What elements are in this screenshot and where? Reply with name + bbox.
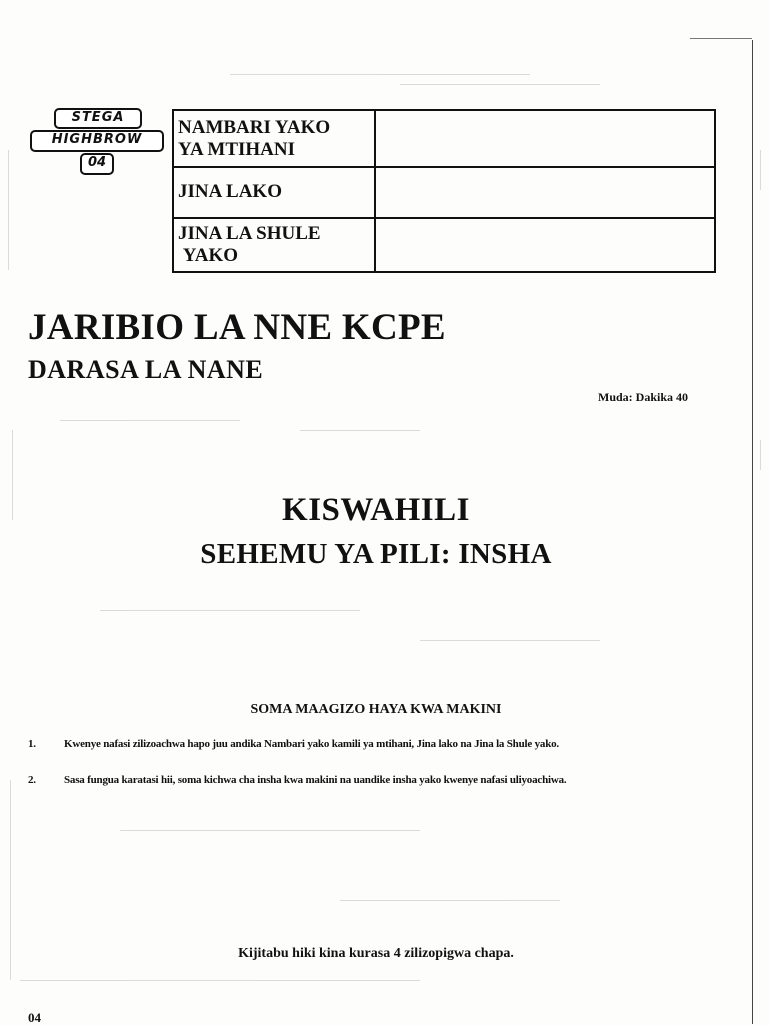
school-label	[173, 218, 375, 272]
exam-title: JARIBIO LA NNE KCPE	[28, 307, 446, 348]
exam-number-label-line-2: YA MTIHANI	[178, 138, 296, 160]
instruction-text: Sasa fungua karatasi hii, soma kichwa cha insha kwa makini na uandike insha yako kwenye nafasi uliyoachiwa.	[64, 774, 567, 786]
exam-number-label-line-1: NAMBARI YAKO	[178, 116, 331, 138]
page-count-note: Kijitabu hiki kina kurasa 4 zilizopigwa chapa.	[238, 946, 514, 961]
name-field[interactable]	[375, 167, 715, 217]
page-right-edge	[752, 40, 753, 1024]
candidate-info-table	[172, 109, 716, 273]
exam-number-label	[173, 110, 375, 167]
stega-highbrow-stamp	[30, 106, 165, 176]
school-label-line-2: YAKO	[182, 244, 239, 266]
name-label-line-1: JINA LAKO	[178, 181, 282, 203]
school-label-line-1: JINA LA SHULE	[178, 222, 321, 244]
instructions-heading: SOMA MAAGIZO HAYA KWA MAKINI	[250, 702, 502, 717]
page-top-edge	[690, 38, 752, 39]
name-label	[173, 167, 375, 217]
stamp-line-3: 04	[80, 153, 114, 175]
stamp-line-1: STEGA	[54, 108, 142, 129]
instruction-item	[28, 774, 566, 786]
instruction-number: 2.	[28, 774, 36, 786]
subject-title: KISWAHILI	[282, 492, 470, 528]
info-row-exam-number	[173, 110, 715, 167]
exam-number-field[interactable]	[375, 110, 715, 167]
school-field[interactable]	[375, 218, 715, 272]
instruction-number: 1.	[28, 738, 36, 750]
page-code: 04	[28, 1010, 41, 1025]
info-row-name	[173, 167, 715, 217]
info-row-school	[173, 218, 715, 272]
section-title: SEHEMU YA PILI: INSHA	[200, 538, 552, 570]
instruction-item	[28, 738, 559, 750]
exam-duration: Muda: Dakika 40	[598, 390, 689, 404]
instruction-text: Kwenye nafasi zilizoachwa hapo juu andika Nambari yako kamili ya mtihani, Jina lako na Jina la Shule yako.	[64, 738, 559, 750]
stamp-line-2: HIGHBROW	[30, 130, 164, 152]
class-title: DARASA LA NANE	[28, 355, 264, 384]
